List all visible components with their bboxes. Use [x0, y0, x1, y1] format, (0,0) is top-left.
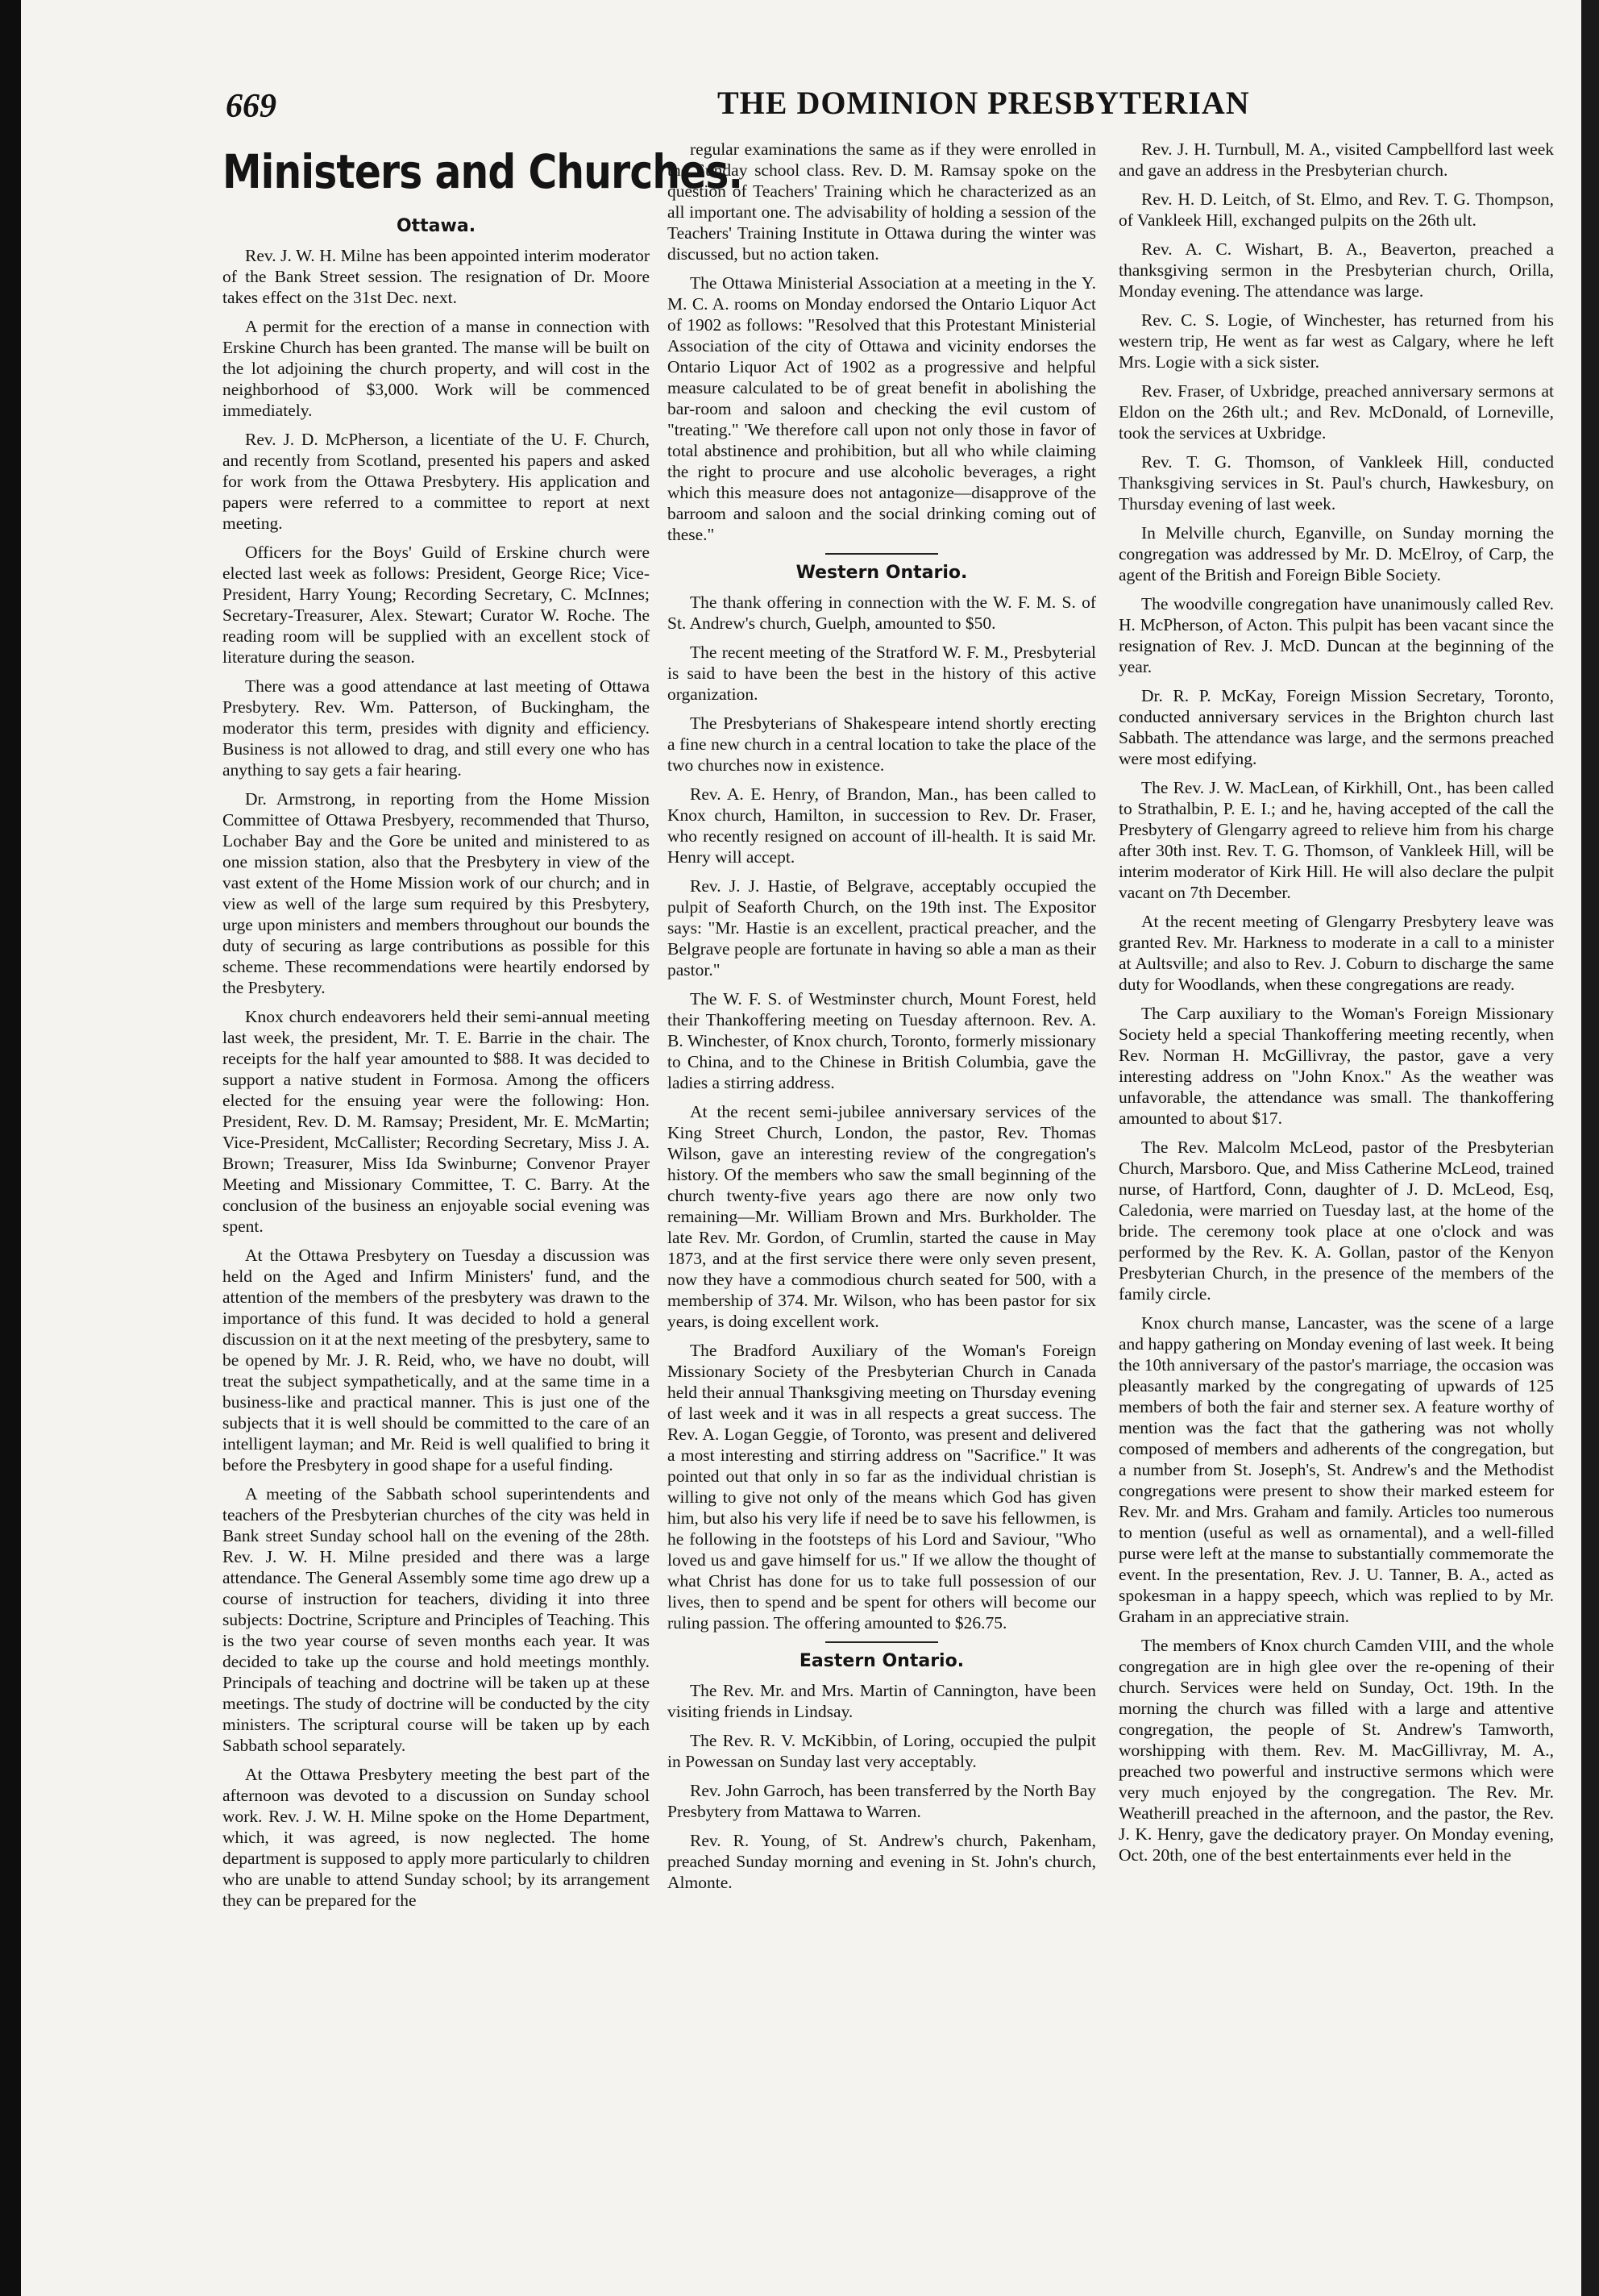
- paragraph: regular examinations the same as if they were enrolled in the Sunday school class. Rev. D. M. Ramsay spoke on the question of Teachers' Training which he characterized as an all important one. The advisability of holding a session of the Teachers' Training Institute in Ottawa during the winter was discussed, but no action taken.: [667, 139, 1096, 264]
- paragraph: Knox church endeavorers held their semi-annual meeting last week, the president, Mr. T. E. Barrie in the chair. The receipts for the half year amounted to $88. It was decided to support a native student in Formosa. Among the officers elected for the ensuing year were the following: Hon. President, Rev. D. M. Ramsay; President, Mr. E. McMartin; Vice-President, McCallister; Recording Secretary, Miss J. A. Brown; Treasurer, Miss Ida Swinburne; Convenor Prayer Meeting and Missionary Committee, T. C. Barry. At the conclusion of the business an enjoyable social evening was spent.: [222, 1007, 650, 1236]
- paragraph: Rev. J. D. McPherson, a licentiate of the U. F. Church, and recently from Scotland, presented his papers and asked for work from the Ottawa Presbytery. His application and papers were referred to a committee to report at next meeting.: [222, 430, 650, 533]
- paragraph: Rev. A. E. Henry, of Brandon, Man., has been called to Knox church, Hamilton, in succession to Rev. Dr. Fraser, who recently resigned on account of ill-health. It is said Mr. Henry will accept.: [667, 784, 1096, 867]
- paragraph: Officers for the Boys' Guild of Erskine church were elected last week as follows: President, George Rice; Vice-President, Harry Young; Recording Secretary, C. McInnes; Secretary-Treasurer, Alex. Stewart; Curator W. Roche. The reading room will be supplied with an excellent stock of literature during the season.: [222, 543, 650, 667]
- paragraph: There was a good attendance at last meeting of Ottawa Presbytery. Rev. Wm. Patterson, of Buckingham, the moderator this term, presides with dignity and efficiency. Business is not allowed to drag, and still every one who has anything to say gets a fair hearing.: [222, 676, 650, 780]
- column-2: [667, 139, 1096, 1901]
- paragraph: The thank offering in connection with the W. F. M. S. of St. Andrew's church, Guelph, amounted to $50.: [667, 593, 1096, 633]
- paragraph: Rev. J. J. Hastie, of Belgrave, acceptably occupied the pulpit of Seaforth Church, on the 19th inst. The Expositor says: "Mr. Hastie is an excellent, practical preacher, and the Belgrave people are fortunate in having so able a man as their pastor.": [667, 876, 1096, 980]
- column-1: [222, 137, 743, 1919]
- paragraph: The members of Knox church Camden VIII, and the whole congregation are in high glee over the re-opening of their church. Services were held on Sunday, Oct. 19th. In the morning the church was filled with a large and attentive congregation, the people of St. Andrew's Tamworth, worshipping with them. Rev. M. MacGillivray, M. A., preached two powerful and instructive sermons which were very much enjoyed by the congregation. The Rev. Mr. Weatherill preached in the afternoon, and the pastor, the Rev. J. K. Henry, gave the dedicatory prayer. On Monday evening, Oct. 20th, one of the best entertainments ever held in the: [1119, 1636, 1554, 1865]
- section-heading-eastern-ontario: Eastern Ontario.: [799, 1651, 965, 1671]
- scan-left-edge: [0, 0, 21, 2296]
- paragraph: The Presbyterians of Shakespeare intend shortly erecting a fine new church in a central location to take the place of the two churches now in existence.: [667, 713, 1096, 775]
- paragraph: The Bradford Auxiliary of the Woman's Foreign Missionary Society of the Presbyterian Church in Canada held their annual Thanksgiving meeting on Thursday evening of last week and it was in all respects a great success. The Rev. A. Logan Geggie, of Toronto, was present and delivered a most interesting and stirring address on "Sacrifice." It was pointed out that only in so far as the individual christian is willing to give not only of the means which God has given him, but also his very life if need be to save his fellowmen, is he following in the footsteps of his Lord and Saviour, "Who loved us and gave himself for us." If we allow the thought of what Christ has done for us to take full possession of our lives, then to spend and be spent for others will become our ruling passion. The offering amounted to $26.75.: [667, 1341, 1096, 1633]
- paragraph: Rev. A. C. Wishart, B. A., Beaverton, preached a thanksgiving sermon in the Presbyterian church, Orilla, Monday evening. The attendance was large.: [1119, 239, 1554, 301]
- paragraph: Knox church manse, Lancaster, was the scene of a large and happy gathering on Monday evening of last week. It being the 10th anniversary of the pastor's marriage, the occasion was pleasantly marked by the congregating of upwards of 125 members of both the fair and sterner sex. A feature worthy of mention was the fact that the gathering was not wholly composed of members and adherents of the congregation, but a number from St. Joseph's, St. Andrew's and the Methodist congregations were present to show their marked esteem for Rev. Mr. and Mrs. Graham and family. Articles too numerous to mention (useful as well as ornamental), and a well-filled purse were left at the manse to substantially commemorate the event. In the presentation, Rev. J. U. Tanner, B. A., acted as spokesman in a happy speech, which was replied to by Mr. Graham in an appreciative strain.: [1119, 1313, 1554, 1626]
- paragraph: A permit for the erection of a manse in connection with Erskine Church has been granted. The manse will be built on the lot adjoining the church property, and will cost in the neighborhood of $3,000. Work will be commenced immediately.: [222, 317, 650, 420]
- paragraph: Dr. Armstrong, in reporting from the Home Mission Committee of Ottawa Presbyery, recommended that Thurso, Lochaber Bay and the Gore be united and ministered to as one mission station, also that the Presbytery in view of the vast extent of the Home Mission work of our church; and in view as well of the large sum required by this Presbytery, urge upon ministers and members throughout our bounds the duty of securing as large contributions as possible for this scheme. These recommendations were heartily endorsed by the Presbytery.: [222, 789, 650, 997]
- paragraph: The Rev. J. W. MacLean, of Kirkhill, Ont., has been called to Strathalbin, P. E. I.; and he, having accepted of the call the Presbytery of Glengarry agreed to relieve him from his charge after 30th inst. Rev. T. G. Thomson, of Vankleek Hill, will be interim moderator of Kirk Hill. He will also declare the pulpit vacant on 7th December.: [1119, 778, 1554, 902]
- column-3: [1119, 139, 1554, 1874]
- paragraph: At the Ottawa Presbytery meeting the best part of the afternoon was devoted to a discussion on Sunday school work. Rev. J. W. H. Milne spoke on the Home Department, which, it was agreed, is now neglected. The home department is supposed to apply more particularly to children who are unable to attend Sunday school; by its arrangement they can be prepared for the: [222, 1765, 650, 1910]
- paragraph: The W. F. S. of Westminster church, Mount Forest, held their Thankoffering meeting on Tuesday afternoon. Rev. A. B. Winchester, of Knox church, Toronto, formerly missionary to China, and to the Chinese in British Columbia, gave the ladies a stirring address.: [667, 989, 1096, 1092]
- paragraph: Dr. R. P. McKay, Foreign Mission Secretary, Toronto, conducted anniversary services in the Brighton church last Sabbath. The attendance was large, and the sermons preached were most edifying.: [1119, 686, 1554, 768]
- paragraph: The woodville congregation have unanimously called Rev. H. McPherson, of Acton. This pulpit has been vacant since the resignation of Rev. J. McD. Duncan at the beginning of the year.: [1119, 594, 1554, 676]
- paragraph: The Carp auxiliary to the Woman's Foreign Missionary Society held a special Thankoffering meeting recently, when Rev. Norman H. McGillivray, the pastor, gave a very interesting address on "John Knox." As the weather was unfavorable, the attendance was small. The thankoffering amounted to about $17.: [1119, 1004, 1554, 1128]
- section-rule: [825, 1641, 938, 1643]
- paragraph: Rev. J. H. Turnbull, M. A., visited Campbellford last week and gave an address in the Presbyterian church.: [1119, 139, 1554, 180]
- paragraph: Rev. R. Young, of St. Andrew's church, Pakenham, preached Sunday morning and evening in St. John's church, Almonte.: [667, 1831, 1096, 1892]
- article-title: Ministers and Churches.: [222, 144, 743, 199]
- paragraph: The Rev. Malcolm McLeod, pastor of the Presbyterian Church, Marsboro. Que, and Miss Catherine McLeod, trained nurse, of Hartford, Conn, daughter of J. D. McLeod, Esq, Caledonia, were married on Tuesday last, at the home of the bride. The ceremony took place at one o'clock and was performed by the Rev. K. A. Gollan, pastor of the Kenyon Presbyterian Church, in the presence of the members of the family circle.: [1119, 1138, 1554, 1304]
- section-rule: [825, 553, 938, 555]
- page-number: 669: [226, 88, 276, 125]
- paragraph: Rev. Fraser, of Uxbridge, preached anniversary sermons at Eldon on the 26th ult.; and Rev. McDonald, of Lorneville, took the services at Uxbridge.: [1119, 381, 1554, 443]
- running-head: THE DOMINION PRESBYTERIAN: [717, 85, 1250, 121]
- paragraph: Rev. John Garroch, has been transferred by the North Bay Presbytery from Mattawa to Warren.: [667, 1781, 1096, 1821]
- paragraph: Rev. J. W. H. Milne has been appointed interim moderator of the Bank Street session. The resignation of Dr. Moore takes effect on the 31st Dec. next.: [222, 246, 650, 307]
- paragraph: A meeting of the Sabbath school superintendents and teachers of the Presbyterian churches of the city was held in Bank street Sunday school hall on the evening of the 28th. Rev. J. W. H. Milne presided and there was a large attendance. The General Assembly some time ago drew up a course of instruction for teachers, dividing it into three subjects: Doctrine, Scripture and Principles of Teaching. This is the two year course of seven months each year. It was decided to take up the course and hold meetings monthly. Principals of teaching and doctrine will be taken up at these meetings. The study of doctrine will be conducted by the city ministers. The scriptural course will be taken up by each Sabbath school separately.: [222, 1484, 650, 1755]
- paragraph: At the recent meeting of Glengarry Presbytery leave was granted Rev. Mr. Harkness to moderate in a call to a minister at Aultsville; and also to Rev. J. Coburn to discharge the same duty for Woodlands, when these congregations are ready.: [1119, 912, 1554, 994]
- paragraph: Rev. T. G. Thomson, of Vankleek Hill, conducted Thanksgiving services in St. Paul's church, Hawkesbury, on Thursday evening of last week.: [1119, 452, 1554, 514]
- paragraph: At the recent semi-jubilee anniversary services of the King Street Church, London, the pastor, Rev. Thomas Wilson, gave an interesting review of the congregation's history. Of the members who saw the small beginning of the church twenty-five years ago there are now only two remaining—Mr. William Brown and Mrs. Burkholder. The late Rev. Mr. Gordon, of Crumlin, started the cause in May 1873, and at the first service there were only seven present, now they have a commodious church seated for 500, with a membership of 374. Mr. Wilson, who has been pastor for six years, is doing excellent work.: [667, 1102, 1096, 1331]
- paragraph: Rev. H. D. Leitch, of St. Elmo, and Rev. T. G. Thompson, of Vankleek Hill, exchanged pulpits on the 26th ult.: [1119, 189, 1554, 230]
- scan-right-edge: [1581, 0, 1599, 2296]
- paragraph: At the Ottawa Presbytery on Tuesday a discussion was held on the Aged and Infirm Ministers' fund, and the attention of the members of the presbytery was drawn to the importance of this fund. It was decided to hold a general discussion on it at the next meeting of the presbytery, same to be opened by Mr. J. R. Reid, who, we have no doubt, will treat the subject sympathetically, and at the same time in a business-like and practical manner. This is just one of the subjects that it is well should be committed to the care of an intelligent layman; and Mr. Reid is well qualified to bring it before the Presbytery in good shape for a useful finding.: [222, 1246, 650, 1475]
- paragraph: The Rev. R. V. McKibbin, of Loring, occupied the pulpit in Powessan on Sunday last very acceptably.: [667, 1731, 1096, 1771]
- paragraph: In Melville church, Eganville, on Sunday morning the congregation was addressed by Mr. D. McElroy, of Carp, the agent of the British and Foreign Bible Society.: [1119, 523, 1554, 584]
- paragraph: Rev. C. S. Logie, of Winchester, has returned from his western trip, He went as far west as Calgary, where he left Mrs. Logie with a sick sister.: [1119, 310, 1554, 372]
- paragraph: The Rev. Mr. and Mrs. Martin of Cannington, have been visiting friends in Lindsay.: [667, 1681, 1096, 1721]
- paragraph: The Ottawa Ministerial Association at a meeting in the Y. M. C. A. rooms on Monday endorsed the Ontario Liquor Act of 1902 as follows: "Resolved that this Protestant Ministerial Association of the city of Ottawa and vicinity endorses the Ontario Liquor Act of 1902 as a progressive and helpful measure calculated to be of great benefit in abolishing the bar-room and saloon and checking the evil custom of "treating." 'We therefore call upon not only those in favor of total abstinence and prohibition, but all who while claiming the right to procure and use alcoholic beverages, a right which this measure does not antagonize—disapprove of the barroom and saloon and the social drinking coming out of these.": [667, 273, 1096, 544]
- section-heading-western-ontario: Western Ontario.: [795, 563, 968, 583]
- section-heading-ottawa: Ottawa.: [396, 216, 476, 236]
- paragraph: The recent meeting of the Stratford W. F. M., Presbyterial is said to have been the best in the history of this active organization.: [667, 643, 1096, 704]
